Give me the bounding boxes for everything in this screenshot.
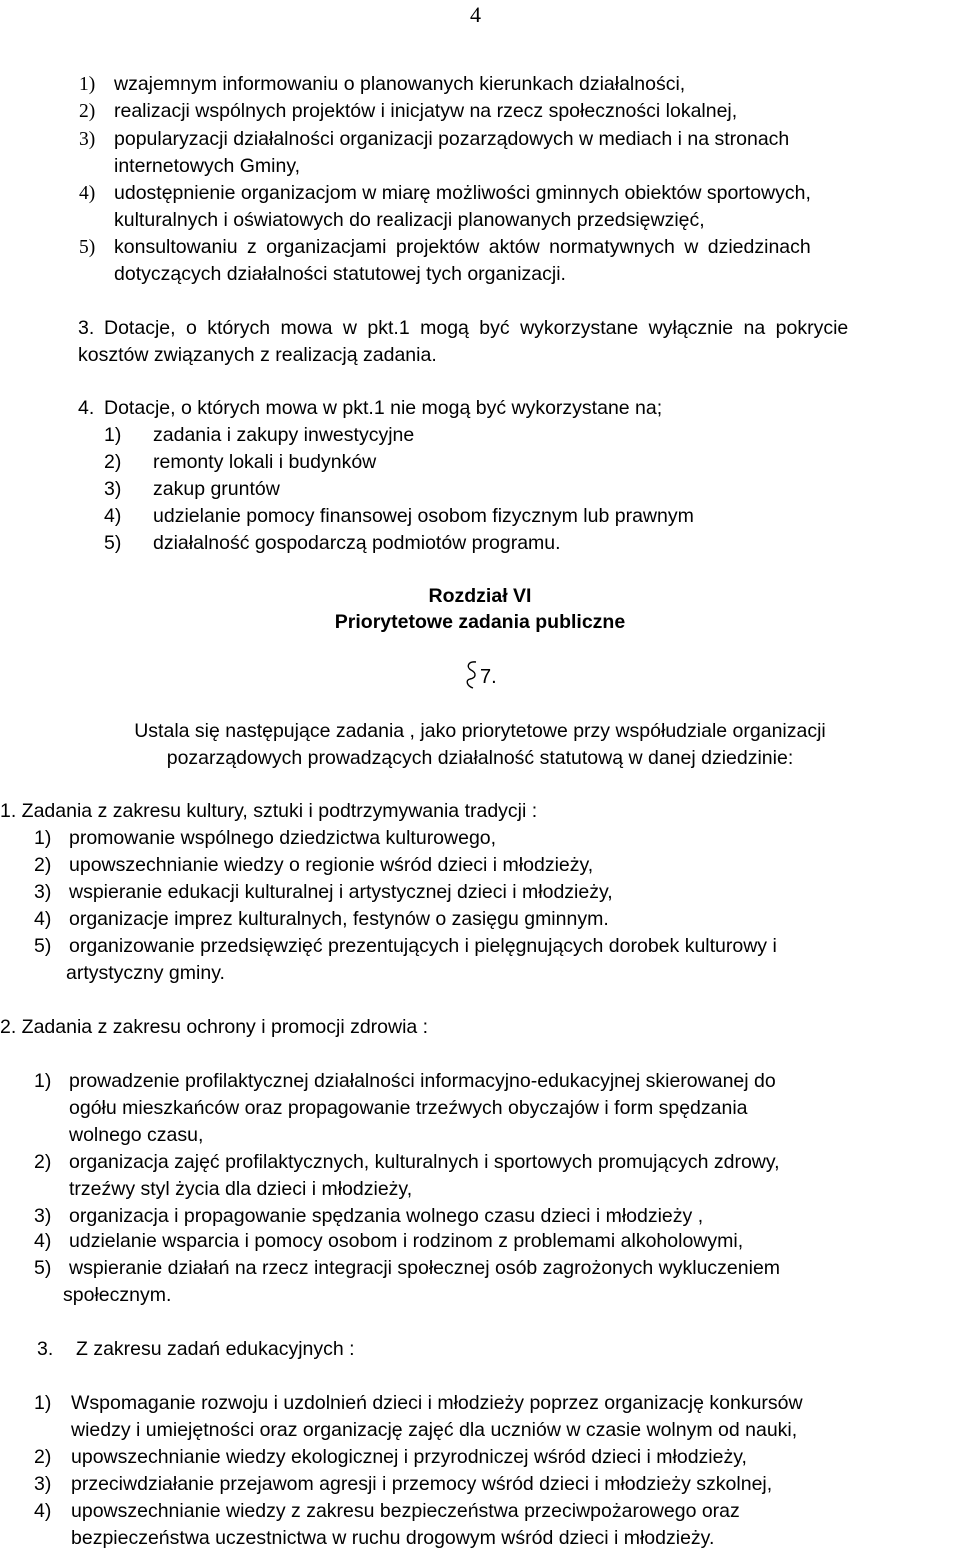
list-item-number: 4) [104,505,122,527]
list-item-number: 1) [104,424,122,446]
list-item-text: udzielanie pomocy finansowej osobom fizycznym lub prawnym [153,505,694,527]
list-item-text: organizacje imprez kulturalnych, festynów o zasięgu gminnym. [69,908,609,930]
point-number: 4. [78,397,95,419]
list-item-text: upowszechnianie wiedzy o regionie wśród dzieci i młodzieży, [69,854,594,876]
list-item-number: 3) [104,478,122,500]
list-item-number: 3) [34,1473,52,1495]
list-item-number: 2) [34,854,52,876]
page-number: 4 [470,2,481,27]
list-item-text: popularyzacji działalności organizacji pozarządowych w mediach i na stronach [114,128,790,150]
list-item-text: konsultowaniu z organizacjami projektów aktów normatywnych w dziedzinach [114,236,811,258]
list-item-text: udostępnienie organizacjom w miarę możliwości gminnych obiektów sportowych, [114,182,811,204]
list-item-number: 3) [34,1205,52,1227]
list-item-text: udzielanie wsparcia i pomocy osobom i rodzinom z problemami alkoholowymi, [69,1230,744,1252]
list-item-number: 4) [79,183,96,204]
list-item-text: wspieranie działań na rzecz integracji społecznej osób zagrożonych wykluczeniem [69,1257,781,1279]
intro-line: pozarządowych prowadzących działalność statutową w danej dziedzinie: [166,747,794,769]
list-item-text: działalność gospodarczą podmiotów programu. [153,532,561,554]
chapter-subtitle: Priorytetowe zadania publiczne [334,611,626,633]
list-item-text: trzeźwy styl życia dla dzieci i młodzieży, [69,1178,413,1200]
list-item-number: 4) [34,1230,52,1252]
section-sign-icon [462,658,502,692]
list-item-text: wiedzy i umiejętności oraz organizację zajęć dla uczniów w czasie wolnym od nauki, [71,1419,798,1441]
point-text: Dotacje, o których mowa w pkt.1 nie mogą być wykorzystane na; [104,397,663,419]
list-item-number: 5) [104,532,122,554]
section-number: 7. [480,666,497,688]
section-heading: 1. Zadania z zakresu kultury, sztuki i podtrzymywania tradycji : [0,800,538,822]
list-item-text: organizacja i propagowanie spędzania wolnego czasu dzieci i młodzieży , [69,1205,704,1227]
list-item-number: 1) [34,1392,52,1414]
list-item-number: 3) [79,129,96,150]
point-number: 3. [78,317,95,339]
list-item-number: 2) [79,101,96,122]
list-item-text: Wspomaganie rozwoju i uzdolnień dzieci i młodzieży poprzez organizację konkursów [71,1392,803,1414]
list-item-text: społecznym. [63,1284,172,1306]
section-number: 3. [37,1338,54,1360]
list-item-text: promowanie wspólnego dziedzictwa kulturowego, [69,827,497,849]
point-text: kosztów związanych z realizacją zadania. [78,344,437,366]
list-item-text: przeciwdziałanie przejawom agresji i przemocy wśród dzieci i młodzieży szkolnej, [71,1473,773,1495]
list-item-text: artystyczny gminy. [66,962,225,984]
list-item-text: zadania i zakupy inwestycyjne [153,424,415,446]
list-item-number: 1) [79,74,96,95]
list-item-number: 4) [34,908,52,930]
list-item-number: 1) [34,827,52,849]
list-item-text: organizowanie przedsięwzięć prezentujących i pielęgnujących dorobek kulturowy i [69,935,777,957]
list-item-text: internetowych Gminy, [114,155,301,177]
list-item-number: 1) [34,1070,52,1092]
list-item-number: 4) [34,1500,52,1522]
list-item-text: prowadzenie profilaktycznej działalności informacyjno-edukacyjnej skierowanej do [69,1070,776,1092]
list-item-text: upowszechnianie wiedzy ekologicznej i przyrodniczej wśród dzieci i młodzieży, [71,1446,747,1468]
list-item-text: organizacja zajęć profilaktycznych, kulturalnych i sportowych promujących zdrowy, [69,1151,780,1173]
list-item-number: 2) [34,1446,52,1468]
list-item-text: ogółu mieszkańców oraz propagowanie trzeźwych obyczajów i form spędzania [69,1097,748,1119]
section-heading: 2. Zadania z zakresu ochrony i promocji zdrowia : [0,1016,429,1038]
chapter-title: Rozdział VI [428,585,532,607]
list-item-text: realizacji wspólnych projektów i inicjatyw na rzecz społeczności lokalnej, [114,100,738,122]
list-item-number: 5) [34,935,52,957]
intro-line: Ustala się następujące zadania , jako priorytetowe przy współudziale organizacji [134,720,826,742]
list-item-text: remonty lokali i budynków [153,451,377,473]
list-item-text: upowszechnianie wiedzy z zakresu bezpieczeństwa przeciwpożarowego oraz [71,1500,740,1522]
list-item-text: kulturalnych i oświatowych do realizacji planowanych przedsięwzięć, [114,209,705,231]
section-heading: Z zakresu zadań edukacyjnych : [76,1338,355,1360]
list-item-text: dotyczących działalności statutowej tych organizacji. [114,263,566,285]
point-text: Dotacje, o których mowa w pkt.1 mogą być wykorzystane wyłącznie na pokrycie [104,317,849,339]
list-item-number: 5) [34,1257,52,1279]
list-item-text: wspieranie edukacji kulturalnej i artystycznej dzieci i młodzieży, [69,881,613,903]
list-item-number: 3) [34,881,52,903]
list-item-number: 5) [79,237,96,258]
list-item-number: 2) [34,1151,52,1173]
list-item-text: wolnego czasu, [69,1124,204,1146]
list-item-number: 2) [104,451,122,473]
list-item-text: zakup gruntów [153,478,280,500]
list-item-text: bezpieczeństwa uczestnictwa w ruchu drogowym wśród dzieci i młodzieży. [71,1527,715,1549]
list-item-text: wzajemnym informowaniu o planowanych kierunkach działalności, [114,73,686,95]
